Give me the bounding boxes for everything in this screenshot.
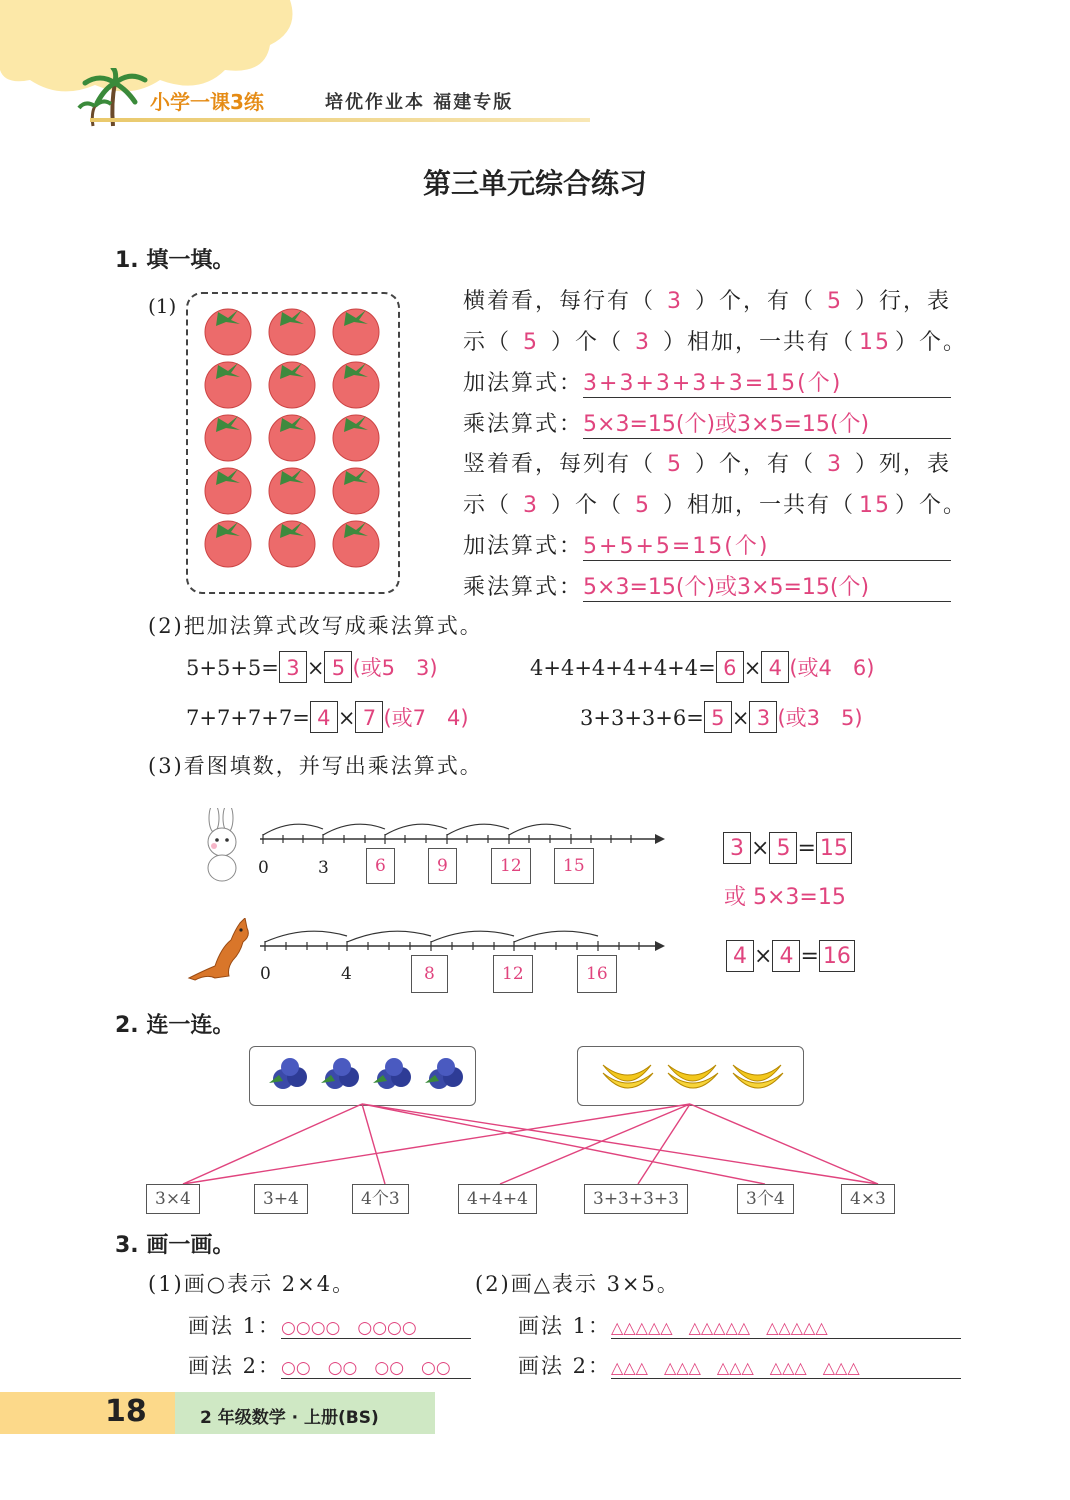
q1-p2-row2b: 3+3+3+6= 5 × 3 (或3 5) [580, 701, 863, 733]
header-subtitle: 培优作业本 福建专版 [325, 92, 514, 113]
nl1-alt-equation: 或 5×3=15 [724, 885, 846, 910]
match-label-7: 4×3 [841, 1184, 895, 1214]
blueberries-box [249, 1046, 476, 1106]
match-lines [0, 1100, 1070, 1190]
q1-p1-line3: 加法算式：3+3+3+3+3=15(个) [463, 366, 951, 398]
q3-p1-method1: 画法 1：○○○○ ○○○○ [188, 1310, 471, 1340]
page-number-bar [0, 1392, 175, 1434]
banana-icon [668, 1065, 718, 1088]
nl1-tick-0: 0 [258, 858, 269, 878]
q3-p1-method2: 画法 2：○○ ○○ ○○ ○○ [188, 1350, 471, 1380]
nl2-box-1: 8 [411, 955, 448, 993]
tomato-icon [205, 468, 251, 514]
q1-p1-line6: 示（ 3 ）个（ 5 ）相加，一共有（ 15 ）个。 [463, 493, 968, 518]
tomato-icon [333, 521, 379, 567]
number-line-1 [255, 815, 665, 855]
match-label-2: 3+4 [254, 1184, 308, 1214]
page-title: 第三单元综合练习 [422, 167, 647, 200]
nl1-box-1: 6 [366, 848, 395, 884]
q3-p2-label: (2)画△表示 3×5。 [475, 1272, 680, 1296]
q3-p1-label: (1)画○表示 2×4。 [148, 1272, 356, 1296]
q2-heading: 2. 连一连。 [115, 1013, 235, 1038]
q1-p1-line4: 乘法算式：5×3=15(个)或3×5=15(个) [463, 407, 951, 439]
nl2-equation: 4 × 4 = 16 [726, 940, 855, 972]
tomato-icon [269, 468, 315, 514]
tomato-icon [333, 309, 379, 355]
nl1-tick-3: 3 [318, 858, 329, 878]
nl1-box-3: 12 [491, 848, 531, 884]
blueberry-icon [425, 1058, 463, 1089]
nl1-box-2: 9 [428, 848, 457, 884]
tomato-icon [269, 309, 315, 355]
tomato-icon [333, 468, 379, 514]
tomato-icon [205, 521, 251, 567]
tomato-icon [205, 415, 251, 461]
tomato-icon [205, 309, 251, 355]
tomato-icon [269, 362, 315, 408]
bananas-box [577, 1046, 804, 1106]
kangaroo-icon [185, 918, 260, 992]
nl2-box-3: 16 [577, 955, 617, 993]
nl2-box-2: 12 [493, 955, 533, 993]
nl2-tick-4: 4 [341, 964, 352, 984]
q1-p1-label: (1) [148, 294, 177, 318]
q1-p1-line1: 横着看，每行有（ 3 ）个，有（ 5 ）行，表 [463, 289, 952, 314]
match-label-4: 4+4+4 [458, 1184, 537, 1214]
banana-icon [603, 1065, 653, 1088]
tomato-icon [333, 362, 379, 408]
header-rule [90, 118, 590, 122]
nl2-tick-0: 0 [260, 964, 271, 984]
q1-heading: 1. 填一填。 [115, 248, 235, 273]
page-number: 18 [105, 1394, 147, 1429]
tomato-icon [205, 362, 251, 408]
tomato-icon [269, 521, 315, 567]
q3-p2-method1: 画法 1：△△△△△ △△△△△ △△△△△ [518, 1310, 961, 1340]
match-label-6: 3个4 [737, 1184, 794, 1214]
match-label-3: 4个3 [352, 1184, 409, 1214]
blueberry-icon [269, 1058, 307, 1089]
q1-p1-line2: 示（ 5 ）个（ 3 ）相加，一共有（ 15 ）个。 [463, 330, 968, 355]
q1-p1-line8: 乘法算式：5×3=15(个)或3×5=15(个) [463, 570, 951, 602]
q1-p2-row1a: 5+5+5= 3 × 5 (或5 3) [186, 651, 438, 683]
book-label: 2 年级数学 · 上册(BS) [200, 1408, 379, 1428]
match-label-5: 3+3+3+3 [584, 1184, 688, 1214]
brand-logo: 小学一课3练 [150, 90, 264, 114]
tomato-icon [269, 415, 315, 461]
q1-p2-row2a: 7+7+7+7= 4 × 7 (或7 4) [186, 701, 469, 733]
q1-p2-row1b: 4+4+4+4+4+4= 6 × 4 (或4 6) [530, 651, 874, 683]
nl1-box-4: 15 [554, 848, 594, 884]
match-label-1: 3×4 [146, 1184, 200, 1214]
q1-p1-line5: 竖着看，每列有（ 5 ）个，有（ 3 ）列，表 [463, 452, 952, 477]
q3-heading: 3. 画一画。 [115, 1233, 235, 1258]
q3-p2-method2: 画法 2：△△△ △△△ △△△ △△△ △△△ [518, 1350, 961, 1380]
banana-icon [733, 1065, 783, 1088]
q1-p2-label: (2)把加法算式改写成乘法算式。 [148, 614, 483, 638]
blueberry-icon [321, 1058, 359, 1089]
q1-p3-label: (3)看图填数，并写出乘法算式。 [148, 754, 483, 778]
tomato-icon [333, 415, 379, 461]
blueberry-icon [373, 1058, 411, 1089]
tomato-grid [186, 292, 400, 594]
nl1-equation: 3 × 5 = 15 [723, 832, 852, 864]
rabbit-icon [192, 808, 252, 887]
q1-p1-line7: 加法算式：5+5+5=15(个) [463, 529, 951, 561]
